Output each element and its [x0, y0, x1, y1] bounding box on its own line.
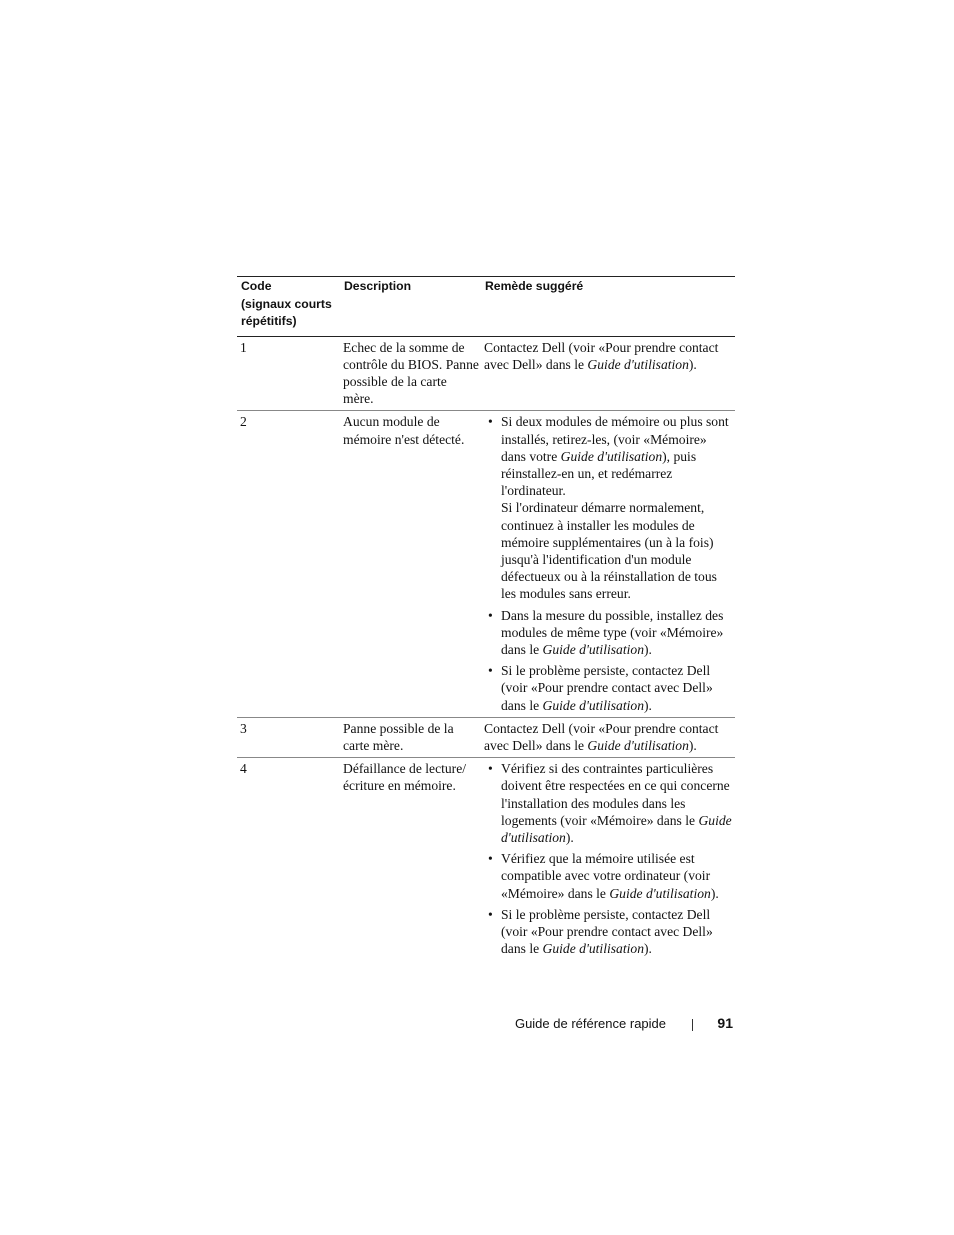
- footer-separator: [692, 1019, 693, 1031]
- step-text: Vérifiez que la mémoire utilisée est compatible avec votre ordinateur (voir «Mémoire» dans le: [501, 851, 711, 901]
- header-code-line-1: Code: [241, 279, 272, 293]
- row-code: 1: [240, 339, 247, 355]
- step-continuation: Si l'ordinateur démarre normalement, continuez à installer les modules de mémoire supplémentaires (un à la fois) jusqu'à l'identification d'un module défectueux ou à la réinstallation de tous les modules sans erreur.: [501, 500, 717, 602]
- bullet-icon: •: [488, 761, 493, 777]
- table-header-row: [237, 277, 735, 337]
- list-item: [484, 760, 735, 846]
- step-text-end: ).: [565, 829, 574, 845]
- header-code: [237, 277, 340, 337]
- step-text: Si le problème persiste, contactez Dell (voir «Pour prendre contact avec Dell» dans le: [501, 663, 713, 713]
- header-remedy: Remède suggéré: [485, 279, 584, 293]
- list-item: [484, 906, 735, 958]
- row-description: Panne possible de la carte mère.: [343, 720, 454, 753]
- beep-code-table: [237, 276, 735, 960]
- bullet-icon: •: [488, 906, 493, 922]
- row-remedy: [481, 758, 735, 961]
- table-row: [237, 336, 735, 411]
- header-description: Description: [344, 279, 412, 293]
- table-row: [237, 411, 735, 717]
- guide-reference: Guide d'utilisation: [560, 448, 663, 464]
- table-row: [237, 758, 735, 961]
- bullet-icon: •: [488, 851, 493, 867]
- guide-reference: Guide d'utilisation: [542, 641, 644, 657]
- guide-reference: Guide d'utilisation: [587, 737, 689, 753]
- remedy-list: [484, 760, 735, 957]
- table-header: [237, 277, 735, 337]
- footer-title: Guide de référence rapide: [514, 1016, 666, 1031]
- remedy-list: [484, 413, 735, 713]
- table-row: [237, 717, 735, 757]
- row-description: Echec de la somme de contrôle du BIOS. Panne possible de la carte mère.: [343, 339, 479, 407]
- remedy-text: Contactez Dell (voir «Pour prendre contact avec Dell» dans le: [484, 339, 719, 372]
- row-remedy: [481, 717, 735, 757]
- row-description: Aucun module de mémoire n'est détecté.: [343, 414, 465, 447]
- row-description: Défaillance de lecture/écriture en mémoire.: [343, 761, 467, 794]
- step-text-end: ).: [644, 641, 652, 657]
- list-item: [484, 413, 735, 602]
- guide-reference: Guide d'utilisation: [501, 812, 732, 845]
- step-text-end: ).: [644, 941, 652, 957]
- header-code-line-3: répétitifs): [241, 314, 297, 328]
- remedy-text: Contactez Dell (voir «Pour prendre contact avec Dell» dans le: [484, 720, 719, 753]
- page-number: 91: [717, 1015, 733, 1031]
- bullet-icon: •: [488, 663, 493, 679]
- guide-reference: Guide d'utilisation: [587, 356, 689, 372]
- list-item: [484, 607, 735, 659]
- guide-reference: Guide d'utilisation: [542, 941, 644, 957]
- page-footer: [0, 1014, 954, 1036]
- step-text: Si deux modules de mémoire ou plus sont installés, retirez-les, (voir «Mémoire» dans votre: [501, 414, 729, 464]
- row-code: 2: [240, 414, 247, 430]
- list-item: [484, 850, 735, 902]
- guide-reference: Guide d'utilisation: [609, 885, 711, 901]
- step-text: Si le problème persiste, contactez Dell (voir «Pour prendre contact avec Dell» dans le: [501, 906, 713, 957]
- row-code: 3: [240, 720, 247, 736]
- bullet-icon: •: [488, 414, 493, 430]
- guide-reference: Guide d'utilisation: [542, 697, 644, 713]
- step-text-end: ), puis réinstallez-en un, et redémarrez l'ordinateur.: [501, 448, 697, 499]
- step-text-end: ).: [710, 885, 719, 901]
- remedy-text-end: ).: [688, 356, 697, 372]
- row-remedy: [481, 336, 735, 411]
- row-remedy: [481, 411, 735, 717]
- header-code-line-2: (signaux courts: [241, 296, 332, 311]
- row-code: 4: [240, 761, 247, 777]
- step-text: Vérifiez si des contraintes particulières doivent être respectées en ce qui concerne l'installation des modules dans les logements (voir «Mémoire» dans le: [501, 761, 730, 828]
- step-text-end: ).: [644, 697, 652, 713]
- list-item: [484, 662, 735, 714]
- bullet-icon: •: [488, 607, 493, 623]
- step-text: Dans la mesure du possible, installez des modules de même type (voir «Mémoire» dans le: [501, 607, 724, 657]
- remedy-text-end: ).: [688, 737, 697, 753]
